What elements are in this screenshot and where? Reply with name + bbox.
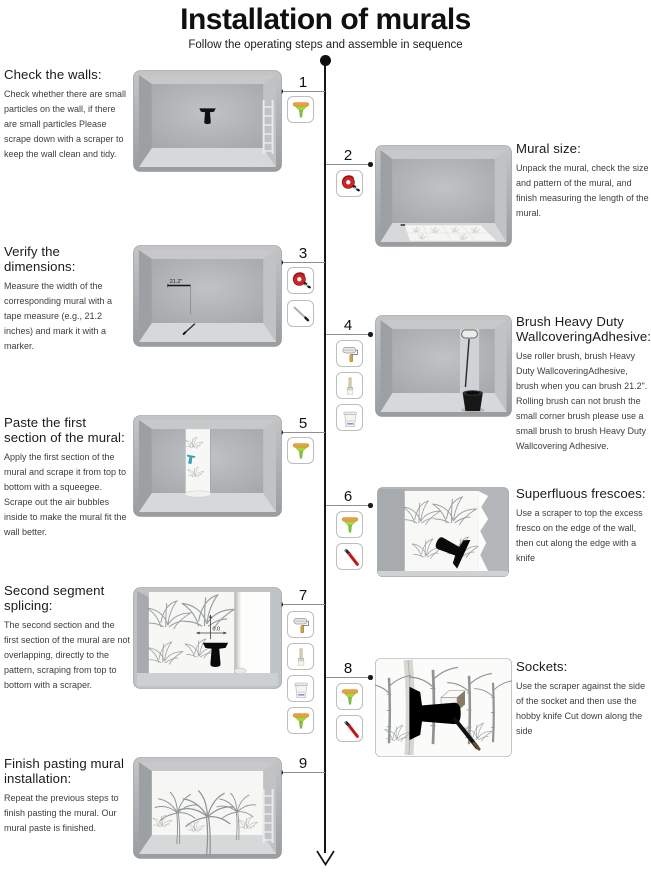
step-1-text: [4, 68, 131, 162]
marker-icon: [287, 300, 314, 327]
step-3-number: 3: [298, 245, 308, 262]
step-7-connector: [281, 604, 325, 605]
step-2-title: Mural size:: [516, 141, 581, 156]
step-7-illustration: [133, 587, 282, 689]
step-9-connector: [281, 772, 325, 773]
squeegee-icon: [287, 437, 314, 464]
tape-measure-icon: [336, 170, 363, 197]
step-1-body: Check whether there are small particles on the wall, if there are small particles Please scrape down with a scraper to keep the wall clean and tidy.: [4, 88, 127, 160]
step-5-text: [4, 416, 131, 540]
step-8-connector: [326, 677, 370, 678]
step-9-title: Finish pasting mural installation:: [4, 756, 125, 786]
utility-knife-icon: [336, 715, 363, 742]
adhesive-stripe: [460, 329, 479, 393]
step-7-text: [4, 584, 131, 693]
mural-roll-unapplied: [234, 592, 270, 674]
paint-roller-icon: [287, 611, 314, 638]
step-5-connector: [281, 432, 325, 433]
page-title: Installation of murals: [180, 3, 471, 36]
step-7-number: 7: [298, 587, 308, 604]
step-4-illustration: [375, 315, 512, 417]
step-9-body: Repeat the previous steps to finish pasting the mural. Our mural paste is finished.: [4, 792, 119, 833]
utility-knife-icon: [336, 543, 363, 570]
step-8-text: [516, 660, 650, 739]
step-6-connector: [326, 505, 370, 506]
adhesive-bucket-icon: [336, 404, 363, 431]
mural-closeup: [403, 491, 479, 571]
step-4-connector: [326, 334, 370, 335]
step-2-connector: [326, 164, 370, 165]
step-4-body: Use roller brush, brush Heavy Duty WallcoveringAdhesive, brush when you can brush 21.2". Rolling brush can not brush the small corner brush please use a small brush to brush Heavy Duty Wallcovering Adhesive.: [516, 350, 648, 452]
step-7-title: Second segment splicing:: [4, 583, 105, 613]
step-3-title: Verify the dimensions:: [4, 244, 76, 274]
squeegee-icon: [336, 511, 363, 538]
step-2-text: [516, 142, 650, 221]
step-2-number: 2: [343, 147, 353, 164]
adhesive-bucket-icon: [287, 675, 314, 702]
step-2-illustration: [375, 145, 512, 247]
step-5-number: 5: [298, 415, 308, 432]
step-1-connector: [281, 91, 325, 92]
step-8-title: Sockets:: [516, 659, 568, 674]
mural-applied: [147, 592, 234, 673]
step-6-body: Use a scraper to top the excess fresco on the edge of the wall, then cut along the edge with a knife: [516, 507, 643, 564]
step-1-title: Check the walls:: [4, 67, 102, 82]
brush-icon: [336, 372, 363, 399]
step-4-text: [516, 315, 650, 454]
step-8-body: Use the scraper against the side of the socket and then use the hobby knife Cut down along the side: [516, 680, 646, 737]
step-3-connector: [281, 262, 325, 263]
step-8-illustration: [375, 658, 512, 757]
step-4-number: 4: [343, 317, 353, 334]
step-3-text: [4, 245, 131, 354]
squeegee-icon: [287, 96, 314, 123]
timeline-line: [324, 61, 326, 853]
gap-label: 0.0: [212, 626, 221, 633]
step-5-title: Paste the first section of the mural:: [4, 415, 125, 445]
timeline-start-dot: [320, 55, 331, 66]
step-9-number: 9: [298, 755, 308, 772]
step-9-text: [4, 757, 131, 836]
tape-measure-icon: [287, 267, 314, 294]
squeegee-icon: [287, 707, 314, 734]
step-6-text: [516, 487, 650, 566]
step-1-illustration: [133, 70, 282, 172]
squeegee-icon: [336, 683, 363, 710]
step-8-number: 8: [343, 660, 353, 677]
step-3-illustration: [133, 245, 282, 347]
step-3-body: Measure the width of the corresponding mural with a tape measure (e.g., 21.2 inches) and mark it with a marker.: [4, 280, 113, 351]
measurement-label: 21.2": [169, 278, 183, 286]
adhesive-bucket-graphic: [461, 390, 485, 412]
paint-roller-icon: [336, 340, 363, 367]
step-6-number: 6: [343, 488, 353, 505]
step-1-number: 1: [298, 74, 308, 91]
mural-panels-on-floor: [401, 225, 498, 241]
step-7-body: The second section and the first section of the mural are not overlapping, directly to the pattern, scraping from top to bottom with a scraper.: [4, 619, 131, 690]
step-6-title: Superfluous frescoes:: [516, 486, 646, 501]
timeline-arrow-icon: [315, 849, 336, 872]
step-2-body: Unpack the mural, check the size and pattern of the mural, and finish measuring the length of the mural.: [516, 162, 649, 219]
page-subtitle: Follow the operating steps and assemble in sequence: [188, 39, 463, 51]
step-6-illustration: [377, 487, 509, 577]
step-5-illustration: [133, 415, 282, 517]
step-9-illustration: [133, 757, 282, 859]
brush-icon: [287, 643, 314, 670]
step-5-body: Apply the first section of the mural and scrape it from top to bottom with a squeegee. Scrape out the air bubbles inside to make the mural fit the wall better.: [4, 451, 127, 538]
step-4-title: Brush Heavy Duty WallcoveringAdhesive:: [516, 314, 651, 344]
